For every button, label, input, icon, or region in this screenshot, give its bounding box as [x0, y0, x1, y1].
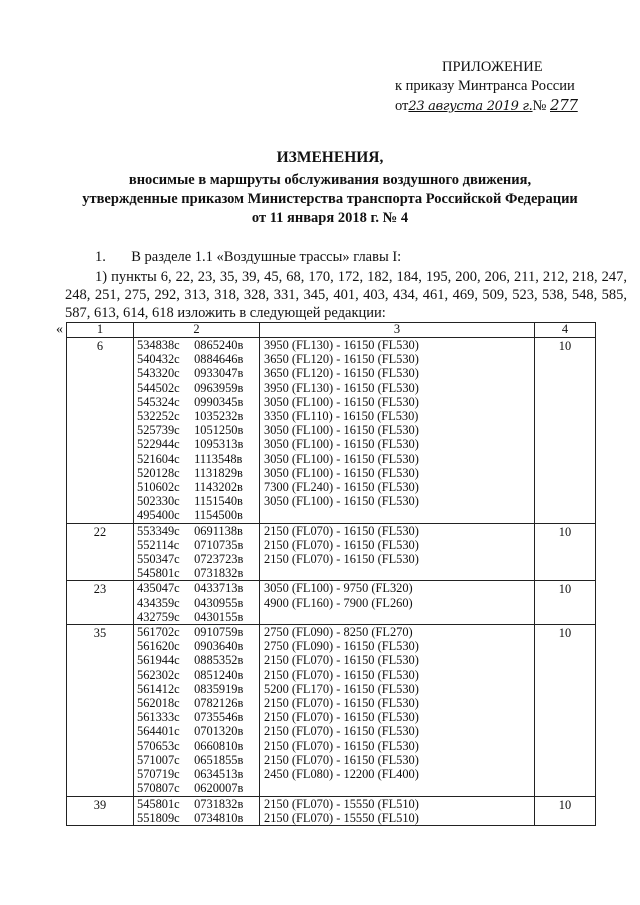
paragraph-1-number: 1.	[95, 249, 106, 265]
flight-levels-cell	[260, 625, 535, 796]
paragraph-2: 1) пункты 6, 22, 23, 35, 39, 45, 68, 170, 172, 182, 184, 195, 200, 206, 211, 212, 218, 247, 248, 251, 275, 292, 313, 318, 328, 331, 345, 401, 403, 434, 461, 469, 509, 523, 538, 548, 585, 587, 613, 614, 618 изложить в следующей редакции:	[65, 269, 627, 321]
point-latitude: 545324с	[137, 394, 180, 409]
flight-level-range: 3950 (FL130) - 16150 (FL530)	[264, 380, 419, 395]
flight-level-range: 5200 (FL170) - 16150 (FL530)	[264, 681, 419, 696]
route-point	[134, 437, 259, 451]
route-point	[134, 668, 259, 682]
point-latitude: 520128с	[137, 465, 180, 480]
paragraph-1	[95, 248, 640, 266]
flight-levels-cell	[260, 581, 535, 625]
flight-level-range: 3050 (FL100) - 16150 (FL530)	[264, 465, 419, 480]
heading-title: ИЗМЕНЕНИЯ,	[276, 149, 384, 166]
table-row	[67, 625, 596, 796]
point-latitude: 525739с	[137, 423, 180, 438]
route-point	[134, 366, 259, 380]
flight-level-range: 3050 (FL100) - 16150 (FL530)	[264, 451, 419, 466]
point-latitude: 570719с	[137, 767, 180, 782]
table-row	[67, 338, 596, 524]
heading-line-4: от 11 января 2018 г. № 4	[251, 210, 409, 226]
flight-level-range: 2750 (FL090) - 8250 (FL270)	[264, 625, 413, 640]
heading-line-3: утвержденные приказом Министерства транспорта Российской Федерации	[82, 191, 578, 207]
point-latitude: 522944с	[137, 437, 180, 452]
route-point	[134, 767, 259, 781]
column-4-value-text: 10	[558, 626, 572, 641]
route-item-number	[67, 625, 134, 796]
point-latitude: 550347с	[137, 552, 180, 567]
point-longitude: 0990345в	[194, 394, 244, 409]
route-point	[134, 724, 259, 738]
route-point	[134, 753, 259, 767]
handwritten-date: 23 августа 2019 г.	[408, 99, 533, 114]
route-point	[134, 696, 259, 710]
route-point	[134, 625, 259, 639]
flight-level-range: 3050 (FL100) - 16150 (FL530)	[264, 394, 419, 409]
point-longitude: 0731832в	[194, 796, 244, 811]
route-point	[134, 739, 259, 753]
point-longitude: 0884646в	[194, 352, 244, 367]
heading-line-2: вносимые в маршруты обслуживания воздушного движения,	[128, 172, 532, 188]
flight-level-range: 2150 (FL070) - 16150 (FL530)	[264, 696, 419, 711]
flight-level-range: 3050 (FL100) - 9750 (FL320)	[264, 581, 413, 596]
route-point	[134, 381, 259, 395]
route-point	[134, 797, 259, 811]
flight-level-range: 2150 (FL070) - 16150 (FL530)	[264, 537, 419, 552]
point-latitude: 561333с	[137, 710, 180, 725]
route-point	[134, 538, 259, 552]
handwritten-number: 277	[550, 96, 578, 114]
point-latitude: 540432с	[137, 352, 180, 367]
flight-level-range: 3950 (FL130) - 16150 (FL530)	[264, 338, 419, 352]
point-latitude: 432759с	[137, 609, 180, 624]
point-longitude: 0734810в	[194, 810, 244, 825]
point-longitude: 1113548в	[194, 451, 243, 466]
route-item-number	[67, 796, 134, 825]
flight-level-range: 4900 (FL160) - 7900 (FL260)	[264, 595, 413, 610]
route-item-number	[67, 581, 134, 625]
route-point	[134, 494, 259, 508]
point-latitude: 561620с	[137, 639, 180, 654]
column-4-value	[535, 338, 596, 524]
point-latitude: 562018с	[137, 696, 180, 711]
point-latitude: 561412с	[137, 681, 180, 696]
point-latitude: 564401с	[137, 724, 180, 739]
flight-level-range: 2150 (FL070) - 16150 (FL530)	[264, 653, 419, 668]
point-longitude: 1151540в	[194, 494, 243, 509]
point-longitude: 0634513в	[194, 767, 244, 782]
column-header-3: 3	[260, 323, 535, 338]
point-latitude: 561702с	[137, 625, 180, 640]
point-longitude: 0910759в	[194, 625, 244, 640]
table-row	[67, 581, 596, 625]
route-point	[134, 596, 259, 610]
route-point	[134, 653, 259, 667]
route-point	[134, 466, 259, 480]
flight-level-range: 2150 (FL070) - 16150 (FL530)	[264, 667, 419, 682]
point-longitude: 0701320в	[194, 724, 244, 739]
point-longitude: 0933047в	[194, 366, 244, 381]
flight-level-range: 2150 (FL070) - 16150 (FL530)	[264, 552, 419, 567]
route-point	[134, 508, 259, 522]
route-point	[134, 610, 259, 624]
route-point	[134, 524, 259, 538]
flight-level-range: 2150 (FL070) - 16150 (FL530)	[264, 523, 419, 538]
flight-level-range: 2150 (FL070) - 15550 (FL510)	[264, 810, 419, 825]
appendix-number-label: №	[532, 98, 547, 114]
point-latitude: 495400с	[137, 508, 180, 523]
point-latitude: 510602с	[137, 480, 180, 495]
route-point	[134, 552, 259, 566]
point-longitude: 0651855в	[194, 752, 244, 767]
route-item-number-text: 35	[93, 626, 107, 641]
column-4-value-text: 10	[558, 797, 572, 812]
point-latitude: 562302с	[137, 667, 180, 682]
point-latitude: 532252с	[137, 409, 180, 424]
point-longitude: 0735546в	[194, 710, 244, 725]
point-latitude: 570807с	[137, 781, 180, 796]
table-row	[67, 796, 596, 825]
point-longitude: 1051250в	[194, 423, 244, 438]
point-latitude: 534838с	[137, 338, 180, 352]
route-points-cell	[134, 796, 260, 825]
point-latitude: 561944с	[137, 653, 180, 668]
point-longitude: 0660810в	[194, 738, 244, 753]
point-latitude: 551809с	[137, 810, 180, 825]
column-header-2: 2	[134, 323, 260, 338]
route-point	[134, 352, 259, 366]
flight-level-range: 2150 (FL070) - 16150 (FL530)	[264, 752, 419, 767]
point-longitude: 0430155в	[194, 609, 244, 624]
table-row	[67, 523, 596, 581]
column-4-value	[535, 523, 596, 581]
point-latitude: 521604с	[137, 451, 180, 466]
point-longitude: 0620007в	[194, 781, 244, 796]
point-longitude: 0903640в	[194, 639, 244, 654]
point-latitude: 502330с	[137, 494, 180, 509]
column-4-value	[535, 796, 596, 825]
point-longitude: 0963959в	[194, 380, 244, 395]
flight-levels-cell	[260, 796, 535, 825]
point-longitude: 0851240в	[194, 667, 244, 682]
flight-level-range: 2750 (FL090) - 16150 (FL530)	[264, 639, 419, 654]
route-point	[134, 566, 259, 580]
column-4-value	[535, 581, 596, 625]
route-point	[134, 639, 259, 653]
column-header-4: 4	[535, 323, 596, 338]
point-longitude: 1095313в	[194, 437, 244, 452]
point-longitude: 0731832в	[194, 566, 244, 581]
route-point	[134, 581, 259, 595]
flight-level-range: 2150 (FL070) - 15550 (FL510)	[264, 796, 419, 811]
point-longitude: 1143202в	[194, 480, 243, 495]
appendix-block	[395, 58, 615, 116]
point-longitude: 0835919в	[194, 681, 244, 696]
route-points-cell	[134, 338, 260, 524]
table-header-row	[67, 323, 596, 338]
flight-level-range: 3350 (FL110) - 16150 (FL530)	[264, 409, 419, 424]
point-longitude: 0691138в	[194, 523, 243, 538]
point-longitude: 1131829в	[194, 465, 243, 480]
appendix-order-ref: к приказу Минтранса России	[395, 78, 575, 94]
flight-level-range: 2150 (FL070) - 16150 (FL530)	[264, 738, 419, 753]
point-latitude: 545801с	[137, 796, 180, 811]
opening-quote: «	[56, 322, 63, 337]
route-item-number	[67, 338, 134, 524]
column-4-value-text: 10	[558, 524, 572, 539]
route-points-cell	[134, 523, 260, 581]
point-latitude: 543320с	[137, 366, 180, 381]
point-longitude: 1035232в	[194, 409, 244, 424]
route-point	[134, 423, 259, 437]
point-longitude: 0433713в	[194, 581, 244, 596]
route-points-cell	[134, 581, 260, 625]
route-item-number	[67, 523, 134, 581]
point-latitude: 545801с	[137, 566, 180, 581]
flight-level-range: 3050 (FL100) - 16150 (FL530)	[264, 423, 419, 438]
point-latitude: 544502с	[137, 380, 180, 395]
route-point	[134, 395, 259, 409]
column-header-1: 1	[67, 323, 134, 338]
point-longitude: 0723723в	[194, 552, 244, 567]
flight-level-range: 3650 (FL120) - 16150 (FL530)	[264, 366, 419, 381]
appendix-title: ПРИЛОЖЕНИЕ	[442, 59, 543, 75]
point-longitude: 0782126в	[194, 696, 244, 711]
route-item-number-text: 6	[96, 339, 104, 353]
column-4-value	[535, 625, 596, 796]
appendix-date-prefix: от	[395, 98, 409, 114]
route-point	[134, 338, 259, 352]
route-point	[134, 781, 259, 795]
point-latitude: 435047с	[137, 581, 180, 596]
point-latitude: 434359с	[137, 595, 180, 610]
point-latitude: 552114с	[137, 537, 180, 552]
route-item-number-text: 39	[93, 797, 107, 812]
point-latitude: 570653с	[137, 738, 180, 753]
flight-level-range: 2450 (FL080) - 12200 (FL400)	[264, 767, 419, 782]
route-point	[134, 480, 259, 494]
flight-levels-cell	[260, 523, 535, 581]
point-longitude: 0885352в	[194, 653, 244, 668]
route-point	[134, 811, 259, 825]
point-latitude: 553349с	[137, 523, 180, 538]
paragraph-1-text: В разделе 1.1 «Воздушные трассы» главы I:	[131, 249, 402, 265]
route-item-number-text: 22	[93, 524, 107, 539]
flight-levels-cell	[260, 338, 535, 524]
flight-level-range: 2150 (FL070) - 16150 (FL530)	[264, 710, 419, 725]
appendix-date-line	[395, 96, 615, 116]
route-item-number-text: 23	[93, 582, 107, 597]
route-point	[134, 710, 259, 724]
point-longitude: 0865240в	[194, 338, 244, 352]
column-4-value-text: 10	[558, 582, 572, 597]
flight-level-range: 3050 (FL100) - 16150 (FL530)	[264, 494, 419, 509]
point-longitude: 0430955в	[194, 595, 244, 610]
route-point	[134, 409, 259, 423]
route-point	[134, 452, 259, 466]
point-longitude: 1154500в	[194, 508, 243, 523]
route-points-cell	[134, 625, 260, 796]
routes-table	[66, 322, 596, 826]
document-heading	[40, 148, 620, 228]
flight-level-range: 3650 (FL120) - 16150 (FL530)	[264, 352, 419, 367]
point-longitude: 0710735в	[194, 537, 244, 552]
column-4-value-text: 10	[558, 339, 572, 353]
flight-level-range: 7300 (FL240) - 16150 (FL530)	[264, 480, 419, 495]
point-latitude: 571007с	[137, 752, 180, 767]
flight-level-range: 3050 (FL100) - 16150 (FL530)	[264, 437, 419, 452]
route-point	[134, 682, 259, 696]
flight-level-range: 2150 (FL070) - 16150 (FL530)	[264, 724, 419, 739]
